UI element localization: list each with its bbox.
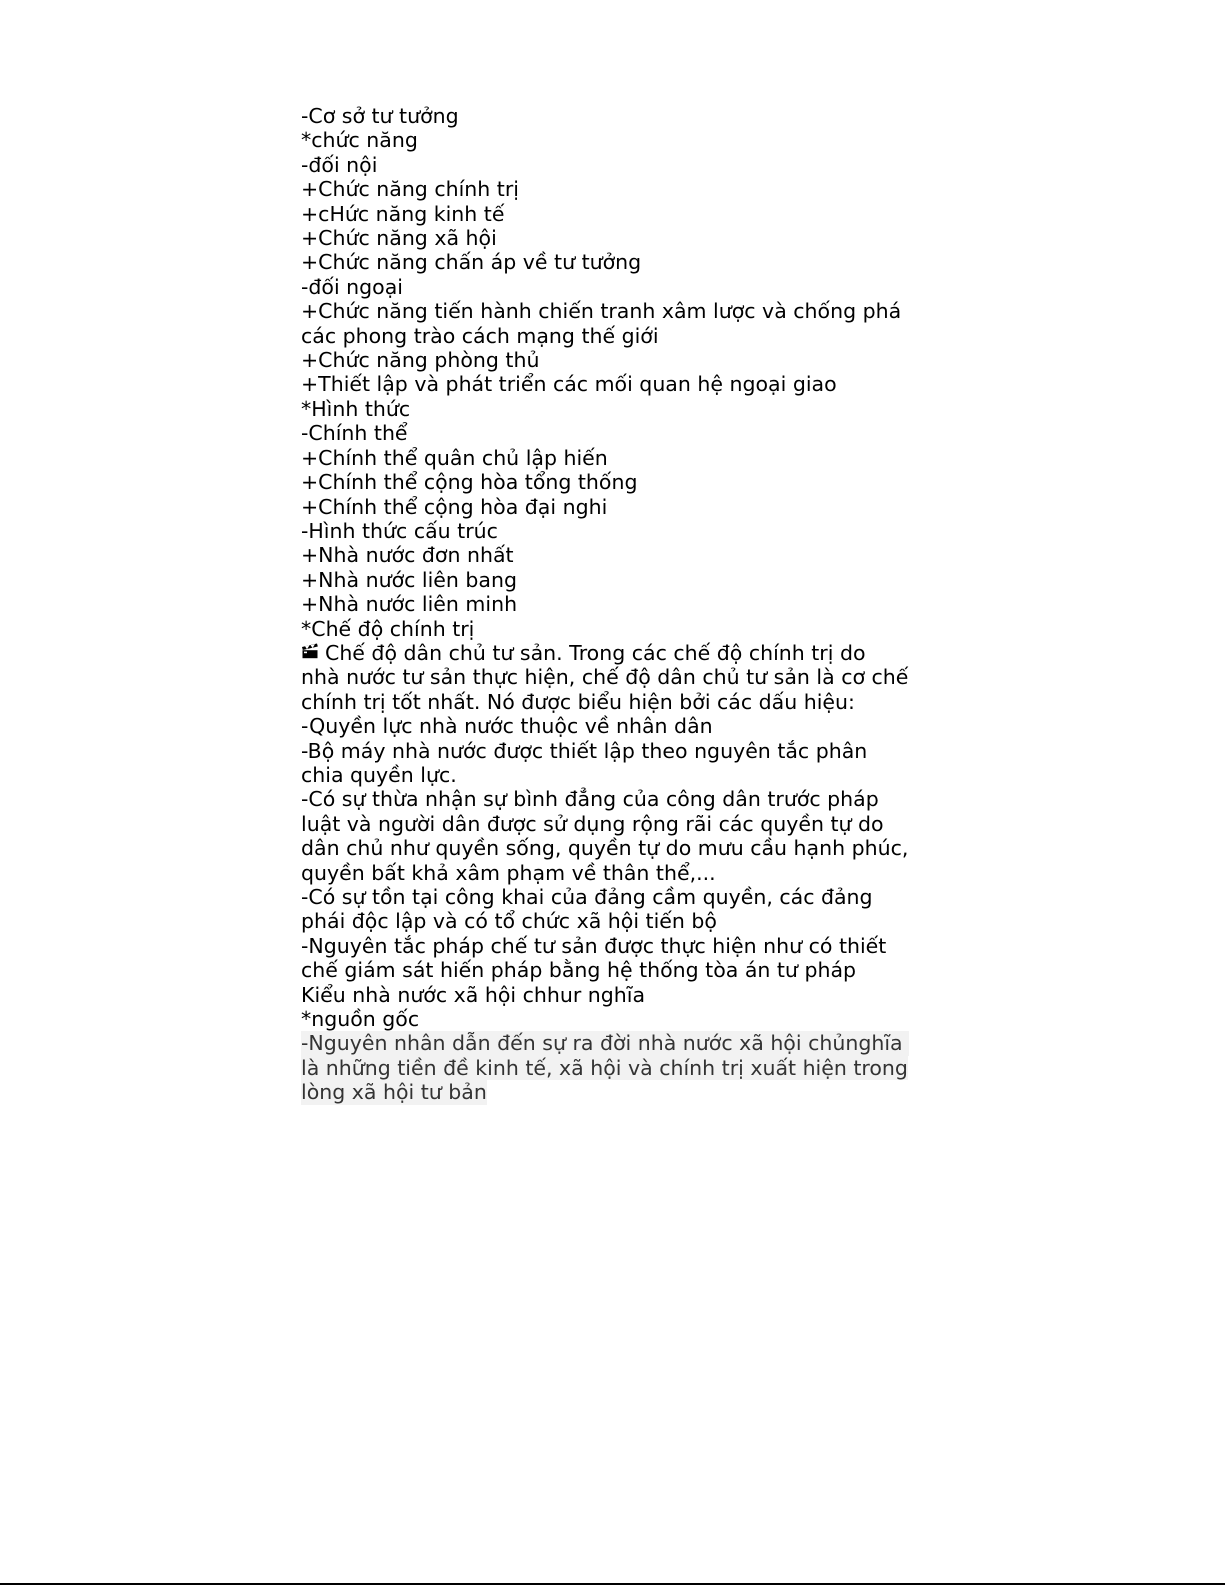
text-line: *Chế độ chính trị: [301, 616, 475, 641]
text-line: *Hình thức: [301, 396, 411, 421]
text-line: +cHức năng kinh tế: [301, 201, 505, 226]
section-heading: *nguồn gốc: [301, 1007, 420, 1032]
highlighted-line: lòng xã hội tư bản: [301, 1080, 487, 1105]
text-line: +Nhà nước liên minh: [301, 592, 518, 617]
text-line: -Chính thể: [301, 421, 408, 446]
highlighted-paragraph: [301, 1031, 926, 1104]
text-line: +Chức năng chấn áp về tư tưởng: [301, 250, 642, 275]
text-line: +Chức năng phòng thủ: [301, 348, 540, 373]
text-line: -đối ngoại: [301, 274, 403, 299]
text-line: +Chính thể quân chủ lập hiến: [301, 445, 608, 470]
sign-item: -Có sự tồn tại công khai của đảng cầm quyền, các đảng phái độc lập và có tổ chức xã hội tiến bộ: [301, 885, 873, 934]
text-line: -đối nội: [301, 152, 378, 177]
clapper-board-icon: [301, 640, 319, 664]
clapper-paragraph: [301, 641, 926, 714]
text-line: +Nhà nước liên bang: [301, 567, 517, 592]
sign-item: -Có sự thừa nhận sự bình đẳng của công dân trước pháp luật và người dân được sử dụng rộng rãi các quyền tự do dân chủ như quyền sống, quyền tự do mưu cầu hạnh phúc, quyền bất khả xâm phạm về thân thể,...: [301, 787, 909, 885]
document-content: [301, 104, 926, 1105]
text-line: +Nhà nước đơn nhất: [301, 543, 514, 568]
sign-item: -Bộ máy nhà nước được thiết lập theo nguyên tắc phân chia quyền lực.: [301, 738, 868, 787]
clapper-paragraph-text: Chế độ dân chủ tư sản. Trong các chế độ chính trị do nhà nước tư sản thực hiện, chế độ dân chủ tư sản là cơ chế chính trị tốt nhất. Nó được biểu hiện bởi các dấu hiệu:: [301, 640, 909, 714]
section-heading: Kiểu nhà nước xã hội chhur nghĩa: [301, 982, 646, 1007]
text-line: -Hình thức cấu trúc: [301, 518, 498, 543]
highlighted-line: -Nguyên nhân dẫn đến sự ra đời nhà nước xã hội chủnghĩa: [301, 1031, 910, 1056]
text-line: +Thiết lập và phát triển các mối quan hệ ngoại giao: [301, 372, 837, 397]
text-line: +Chính thể cộng hòa tổng thống: [301, 470, 638, 495]
highlighted-line: là những tiền đề kinh tế, xã hội và chính trị xuất hiện trong: [301, 1055, 908, 1080]
text-line: +Chức năng tiến hành chiến tranh xâm lược và chống phá các phong trào cách mạng thế giới: [301, 299, 902, 348]
sign-item: -Quyền lực nhà nước thuộc về nhân dân: [301, 714, 713, 739]
text-line: -Cơ sở tư tưởng: [301, 104, 459, 128]
text-line: +Chính thể cộng hòa đại nghi: [301, 494, 608, 519]
text-line: *chức năng: [301, 128, 418, 153]
text-line: +Chức năng xã hội: [301, 226, 497, 251]
text-line: +Chức năng chính trị: [301, 177, 519, 202]
sign-item: -Nguyên tắc pháp chế tư sản được thực hiện như có thiết chế giám sát hiến pháp bằng hệ thống tòa án tư pháp: [301, 933, 887, 983]
